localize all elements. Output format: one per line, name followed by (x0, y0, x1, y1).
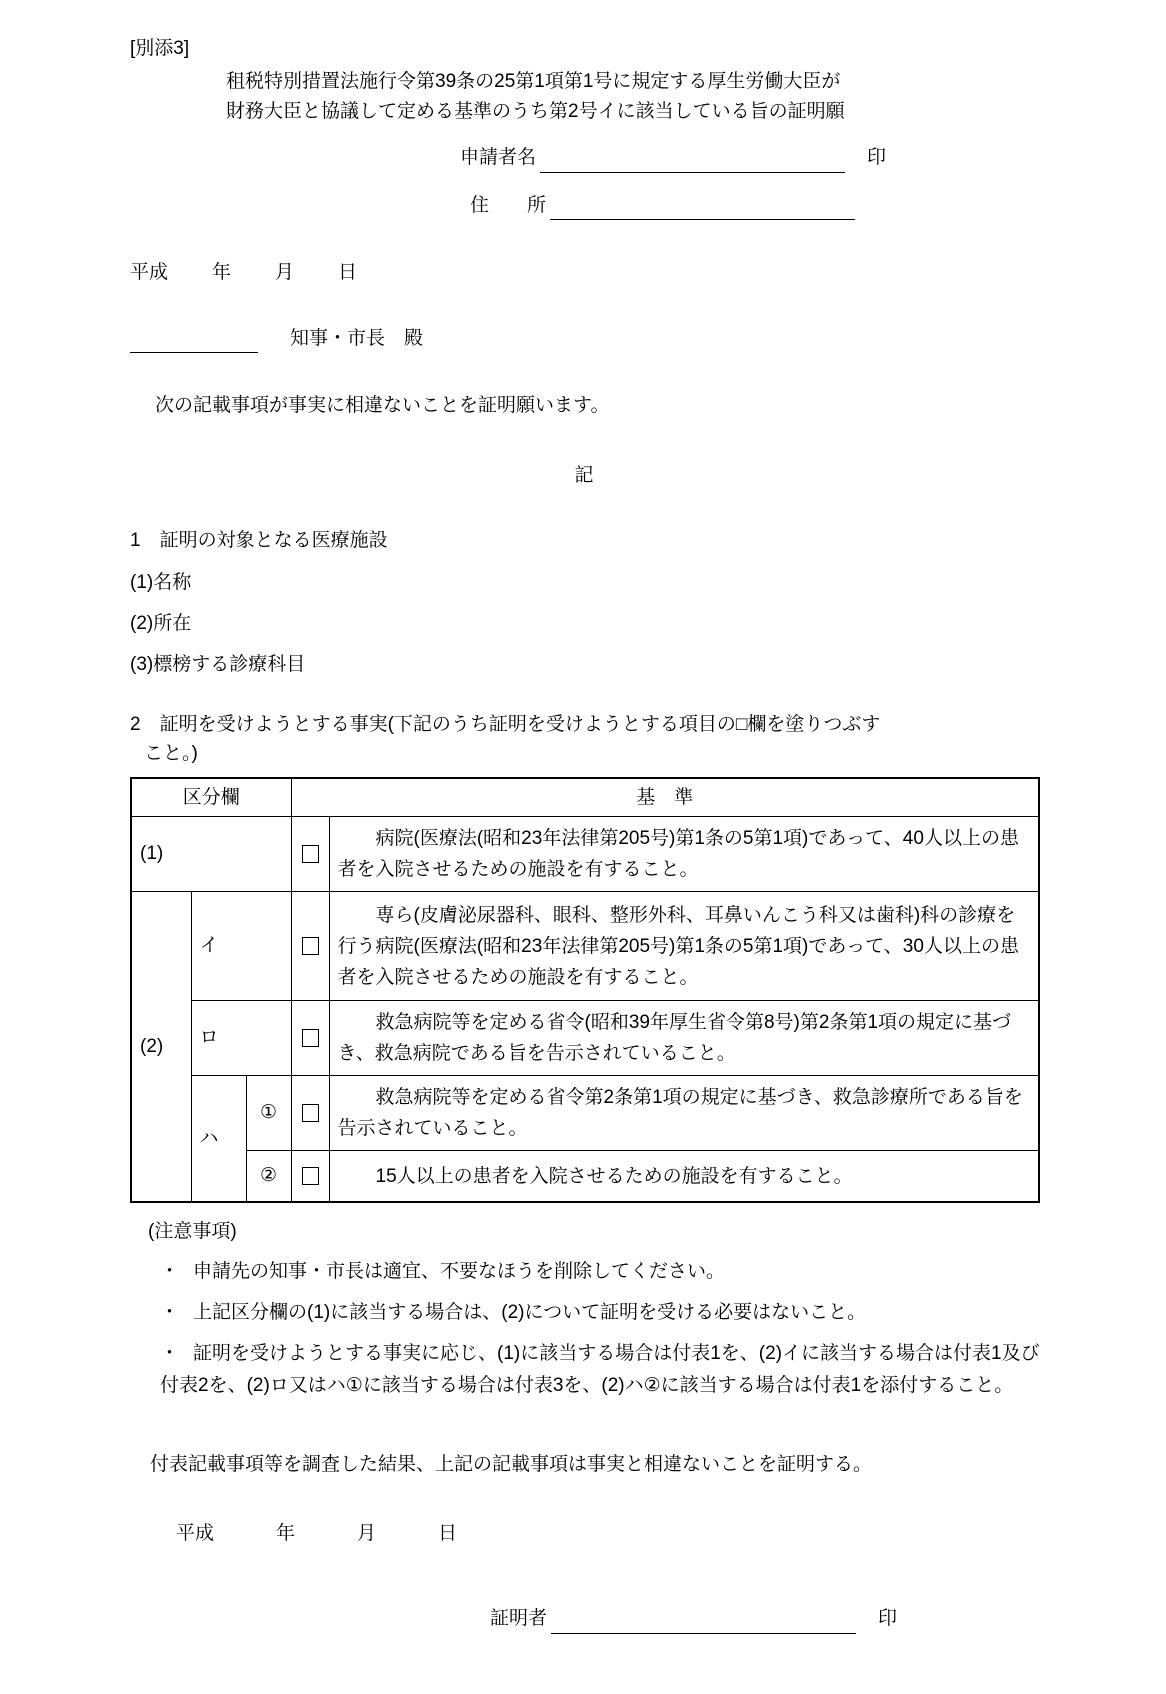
header-kubun: 区分欄 (131, 778, 291, 817)
row5-checkbox[interactable] (302, 1167, 319, 1185)
note-item-3 (160, 1338, 1040, 1402)
year-label: 年 (276, 1523, 296, 1544)
row1-criterion-text: 病院(医療法(昭和23年法律第205号)第1条の5第1項)であって、40人以上の患者を入院させるための施設を有すること。 (337, 828, 1019, 881)
section2-line2: こと。) (144, 743, 198, 765)
applicant-name-field[interactable] (540, 151, 845, 173)
certifier-row (490, 1604, 1040, 1633)
row4-checkbox-cell (291, 1076, 329, 1151)
row3-checkbox[interactable] (302, 1029, 319, 1047)
month-label: 月 (275, 262, 295, 284)
row5-criterion-text: 15人以上の患者を入院させるための施設を有すること。 (375, 1165, 853, 1187)
row2-checkbox-cell (291, 892, 329, 1001)
document-title-line2: 財務大臣と協議して定める基準のうち第2号イに該当している旨の証明願 (226, 101, 845, 123)
era-label: 平成 (130, 262, 169, 284)
row4-criterion-text: 救急病院等を定める省令第2条第1項の規定に基づき、救急診療所である旨を告示されていること。 (337, 1087, 1023, 1140)
certify-sentence: 付表記載事項等を調査した結果、上記の記載事項は事実と相違ないことを証明する。 (150, 1453, 873, 1475)
section1-item-departments: (3)標榜する診療科目 (130, 654, 306, 676)
ki-marker: 記 (574, 464, 596, 486)
addressee-label: 知事・市長 殿 (290, 327, 424, 349)
month-label: 月 (357, 1523, 377, 1544)
year-label: 年 (212, 262, 232, 284)
note-item-2 (160, 1297, 1040, 1329)
day-label: 日 (338, 262, 358, 284)
certification-date-row (176, 1519, 1040, 1548)
row2-criterion-text: 専ら(皮膚泌尿器科、眼科、整形外科、耳鼻いんこう科又は歯科)科の診療を行う病院(医療法(昭和23年法律第205号)第1条の5第1項)であって、30人以上の患者を入院させるための施設を有すること。 (337, 904, 1019, 988)
era-label: 平成 (176, 1523, 215, 1544)
row2-label: (2) (131, 892, 191, 1203)
table-row-3 (131, 1001, 1039, 1076)
certifier-name-field[interactable] (551, 1612, 856, 1634)
row1-criterion-cell (329, 817, 1039, 892)
row1-checkbox[interactable] (302, 845, 319, 863)
addressee-name-field[interactable] (130, 331, 258, 353)
row3-checkbox-cell (291, 1001, 329, 1076)
certifier-label: 証明者 (490, 1608, 548, 1630)
row4-criterion-cell (329, 1076, 1039, 1151)
row3-criterion-cell (329, 1001, 1039, 1076)
attachment-tag: [別添3] (130, 38, 190, 59)
day-label: 日 (438, 1523, 458, 1544)
bullet-icon: ・ (160, 1260, 180, 1282)
table-row-2 (131, 892, 1039, 1001)
applicant-seal-label: 印 (867, 147, 887, 169)
row2-checkbox[interactable] (302, 937, 319, 955)
address-field[interactable] (550, 198, 855, 220)
address-label: 住 所 (470, 194, 547, 216)
row3-sub-label: ロ (191, 1001, 291, 1076)
applicant-label: 申請者名 (460, 147, 537, 169)
table-row-1 (131, 817, 1039, 892)
bullet-icon: ・ (160, 1342, 180, 1364)
bullet-icon: ・ (160, 1301, 180, 1323)
document-title-line1: 租税特別措置法施行令第39条の25第1項第1号に規定する厚生労働大臣が (226, 71, 841, 93)
table-row-4 (131, 1076, 1039, 1151)
address-row (470, 191, 1040, 220)
certifier-seal-label: 印 (878, 1608, 898, 1630)
row1-label: (1) (131, 817, 291, 892)
note-text-2: 上記区分欄の(1)に該当する場合は、(2)について証明を受ける必要はないこと。 (193, 1301, 867, 1323)
row3-criterion-text: 救急病院等を定める省令(昭和39年厚生省令第8号)第2条第1項の規定に基づき、救急病院である旨を告示されていること。 (337, 1012, 1012, 1065)
header-kijun: 基 準 (291, 778, 1039, 817)
row1-checkbox-cell (291, 817, 329, 892)
row4-sub-label: ハ (191, 1076, 246, 1203)
document-title (226, 67, 1040, 127)
note-item-1 (160, 1256, 1040, 1288)
criteria-table (130, 777, 1040, 1203)
table-row-5 (131, 1151, 1039, 1203)
section1-item-location: (2)所在 (130, 612, 192, 634)
row5-checkbox-cell (291, 1151, 329, 1203)
section1-heading: 1 証明の対象となる医療施設 (130, 530, 388, 552)
row2-criterion-cell (329, 892, 1039, 1001)
section1-item-name: (1)名称 (130, 571, 192, 593)
section2-heading (130, 710, 1040, 769)
row4-checkbox[interactable] (302, 1104, 319, 1122)
row5-criterion-cell (329, 1151, 1039, 1203)
application-date-row (130, 258, 1040, 287)
applicant-row (460, 143, 1040, 172)
notes-heading: (注意事項) (148, 1221, 237, 1243)
addressee-row (130, 324, 1040, 353)
table-header-row (131, 778, 1039, 817)
note-text-3: 証明を受けようとする事実に応じ、(1)に該当する場合は付表1を、(2)イに該当する場合は付表1及び付表2を、(2)ロ又はハ①に該当する場合は付表3を、(2)ハ②に該当する場合は付表1を添付すること。 (160, 1342, 1040, 1396)
note-text-1: 申請先の知事・市長は適宜、不要なほうを削除してください。 (193, 1260, 726, 1282)
row5-number-label: ② (246, 1151, 291, 1203)
request-sentence: 次の記載事項が事実に相違ないことを証明願います。 (155, 395, 610, 417)
section2-line1: 2 証明を受けようとする事実(下記のうち証明を受けようとする項目の□欄を塗りつぶす (130, 713, 881, 735)
row2-sub-label: イ (191, 892, 291, 1001)
row4-number-label: ① (246, 1076, 291, 1151)
